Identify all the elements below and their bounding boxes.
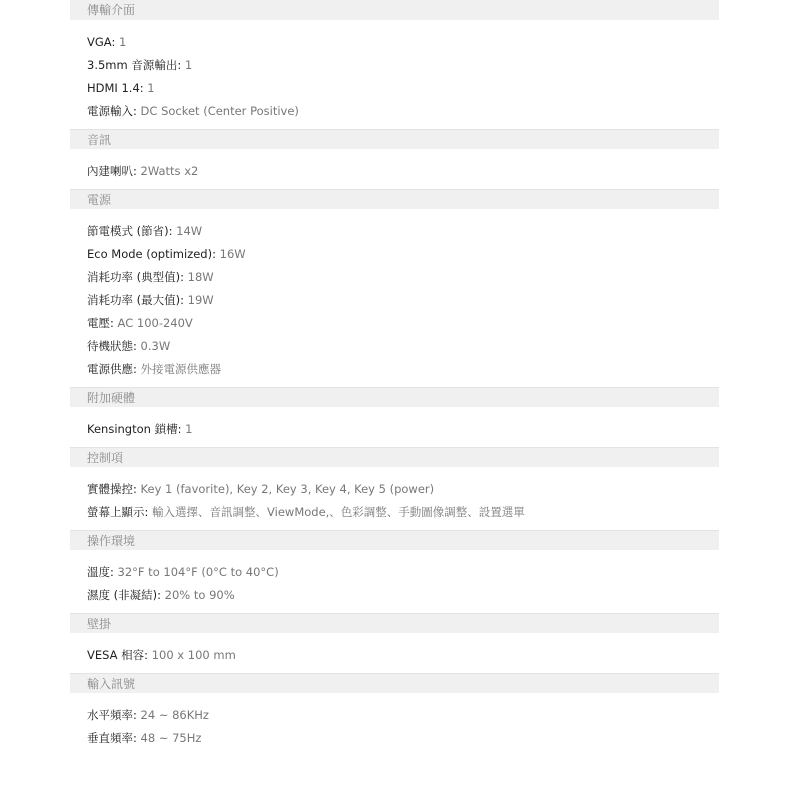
section-body [70, 467, 719, 530]
spec-row [87, 31, 719, 54]
spec-key: Kensington 鎖槽: [87, 422, 182, 436]
spec-key: 溫度: [87, 565, 114, 579]
spec-key: VGA: [87, 35, 116, 49]
spec-row [87, 266, 719, 289]
spec-row [87, 220, 719, 243]
section-additional-hardware [70, 387, 719, 447]
spec-value: 外接電源供應器 [140, 362, 222, 376]
spec-value: Key 1 (favorite), Key 2, Key 3, Key 4, Key 5 (power) [140, 482, 435, 496]
spec-value: DC Socket (Center Positive) [140, 104, 299, 118]
section-wall-mount [70, 613, 719, 673]
spec-row [87, 160, 719, 183]
spec-row [87, 289, 719, 312]
section-body [70, 149, 719, 189]
spec-value: 2Watts x2 [140, 164, 199, 178]
spec-row [87, 335, 719, 358]
spec-value: 18W [187, 270, 214, 284]
section-body [70, 633, 719, 673]
spec-key: 消耗功率 (典型值): [87, 270, 185, 284]
spec-key: 內建喇叭: [87, 164, 137, 178]
spec-value: 1 [184, 58, 193, 72]
spec-key: 水平頻率: [87, 708, 137, 722]
spec-row [87, 100, 719, 123]
spec-key: 電源供應: [87, 362, 137, 376]
section-header: 控制項 [70, 447, 719, 467]
section-header: 傳輸介面 [70, 0, 719, 20]
spec-row [87, 478, 719, 501]
spec-key: 垂直頻率: [87, 731, 137, 745]
section-header: 輸入訊號 [70, 673, 719, 693]
spec-row [87, 54, 719, 77]
section-power [70, 189, 719, 387]
section-body [70, 693, 719, 750]
spec-key: Eco Mode (optimized): [87, 247, 216, 261]
spec-key: 消耗功率 (最大值): [87, 293, 185, 307]
section-header: 音訊 [70, 129, 719, 149]
spec-value: 0.3W [140, 339, 171, 353]
spec-row [87, 312, 719, 335]
spec-row [87, 501, 719, 524]
section-audio [70, 129, 719, 189]
spec-value: 48 ~ 75Hz [140, 731, 202, 745]
section-input-signal [70, 673, 719, 750]
spec-row [87, 77, 719, 100]
spec-key: 電源輸入: [87, 104, 137, 118]
spec-row [87, 727, 719, 750]
spec-table [70, 0, 719, 750]
spec-key: 節電模式 (節省): [87, 224, 173, 238]
section-body [70, 407, 719, 447]
spec-value: 16W [219, 247, 246, 261]
section-header: 壁掛 [70, 613, 719, 633]
section-operating-conditions [70, 530, 719, 613]
spec-row [87, 243, 719, 266]
spec-row [87, 704, 719, 727]
spec-value: 32°F to 104°F (0°C to 40°C) [117, 565, 279, 579]
spec-value: AC 100-240V [117, 316, 193, 330]
spec-key: VESA 相容: [87, 648, 149, 662]
spec-key: 濕度 (非凝結): [87, 588, 162, 602]
spec-value: 1 [185, 422, 193, 436]
spec-value: 20% to 90% [164, 588, 235, 602]
spec-value: 1 [147, 81, 155, 95]
section-header: 附加硬體 [70, 387, 719, 407]
spec-key: 待機狀態: [87, 339, 137, 353]
spec-value: 14W [176, 224, 203, 238]
spec-value: 100 x 100 mm [151, 648, 236, 662]
spec-key: 電壓: [87, 316, 114, 330]
spec-key: 實體操控: [87, 482, 137, 496]
section-body [70, 20, 719, 129]
spec-row [87, 358, 719, 381]
spec-key: 3.5mm 音源輸出: [87, 58, 182, 72]
spec-value: 19W [187, 293, 214, 307]
spec-key: 螢幕上顯示: [87, 505, 149, 519]
section-controls [70, 447, 719, 530]
section-connectivity [70, 0, 719, 129]
section-body [70, 550, 719, 613]
spec-row [87, 644, 719, 667]
spec-row [87, 561, 719, 584]
section-header: 操作環境 [70, 530, 719, 550]
spec-key: HDMI 1.4: [87, 81, 144, 95]
spec-value: 1 [118, 35, 127, 49]
spec-value: 輸入選擇、音訊調整、ViewMode,、色彩調整、手動圖像調整、設置選單 [152, 505, 525, 519]
section-header: 電源 [70, 189, 719, 209]
section-body [70, 209, 719, 387]
spec-row [87, 418, 719, 441]
spec-row [87, 584, 719, 607]
spec-value: 24 ~ 86KHz [140, 708, 209, 722]
